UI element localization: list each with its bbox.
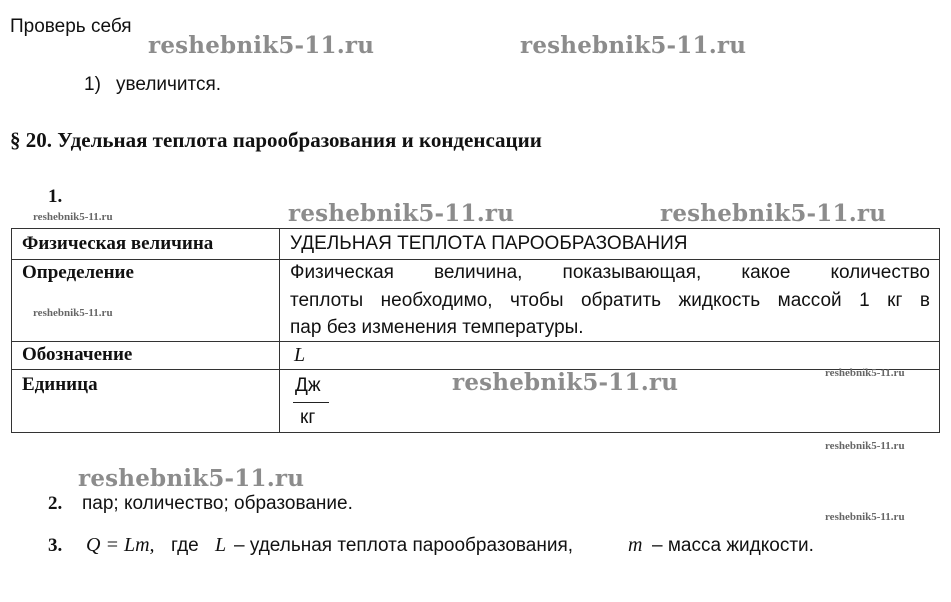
table-row-label: Определение (22, 262, 134, 283)
task-2-number: 2. (48, 493, 63, 514)
intro-answer-text: увеличится. (116, 74, 222, 95)
definition-line: пар без изменения температуры. (290, 317, 584, 338)
description-L: – удельная теплота парообразования, (234, 535, 574, 556)
definition-line: теплоты необходимо, чтобы обратить жидкость массой 1 кг в (290, 290, 930, 311)
watermark: reshebnik5-11.ru (660, 200, 887, 227)
table-row-line (12, 259, 939, 260)
unit-numerator: Дж (295, 375, 321, 396)
page-title: Проверь себя (10, 16, 132, 37)
symbol-L: L (294, 344, 306, 366)
task-3-number: 3. (48, 535, 63, 556)
watermark: reshebnik5-11.ru (520, 32, 747, 59)
watermark: reshebnik5-11.ru (288, 200, 515, 227)
definition-table (11, 228, 940, 433)
watermark: reshebnik5-11.ru (452, 369, 679, 396)
intro-answer-number: 1) (84, 74, 101, 95)
formula-where: где (171, 535, 199, 556)
watermark-small: reshebnik5-11.ru (33, 307, 113, 319)
task-1-number: 1. (48, 186, 63, 207)
watermark-small: reshebnik5-11.ru (825, 511, 905, 523)
watermark: reshebnik5-11.ru (78, 465, 305, 492)
symbol-L: L (215, 534, 227, 556)
watermark-small: reshebnik5-11.ru (825, 440, 905, 452)
section-heading: § 20. Удельная теплота парообразования и конденсации (10, 128, 542, 152)
fraction-bar (293, 402, 329, 403)
table-row-line (12, 341, 939, 342)
table-row-label: Физическая величина (22, 233, 214, 254)
watermark-small: reshebnik5-11.ru (33, 211, 113, 223)
watermark: reshebnik5-11.ru (148, 32, 375, 59)
unit-denominator: кг (300, 407, 316, 428)
task-2-text: пар; количество; образование. (82, 493, 353, 514)
definition-line: Физическая величина, показывающая, какое количество (290, 262, 930, 283)
watermark-small: reshebnik5-11.ru (825, 367, 905, 379)
table-row-label: Единица (22, 374, 98, 395)
symbol-m: m (628, 534, 643, 556)
table-row-value: УДЕЛЬНАЯ ТЕПЛОТА ПАРООБРАЗОВАНИЯ (290, 233, 688, 254)
description-m: – масса жидкости. (652, 535, 814, 556)
formula: Q = Lm, (86, 534, 155, 556)
table-row-label: Обозначение (22, 344, 133, 365)
